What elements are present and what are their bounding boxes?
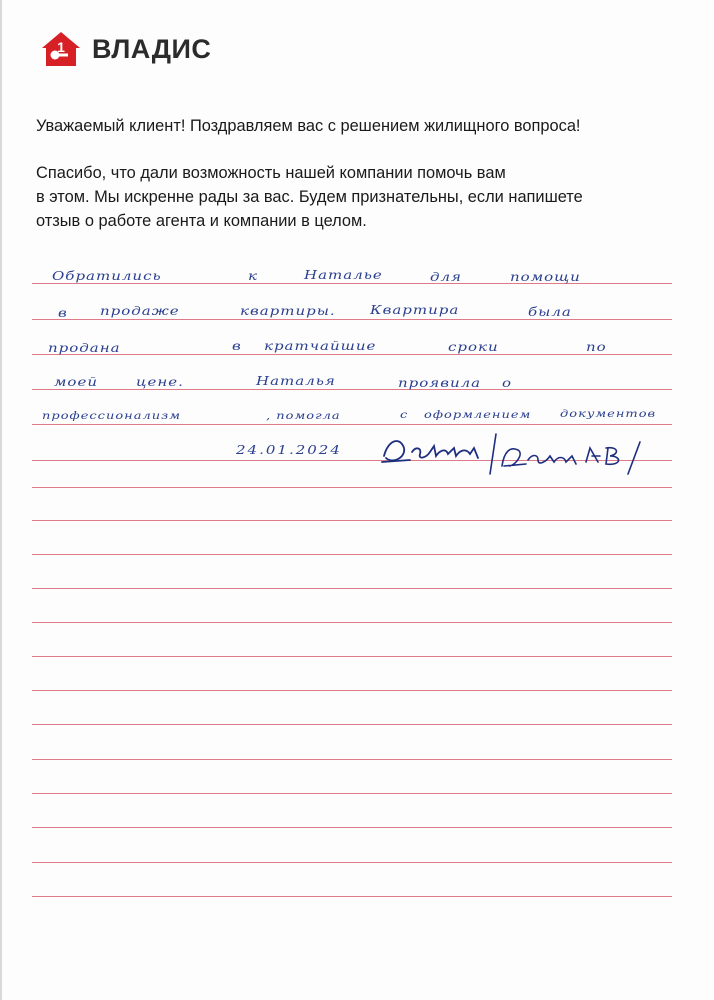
intro-line: отзыв о работе агента и компании в целом.: [36, 212, 367, 230]
handwritten-word: для: [430, 269, 462, 284]
handwritten-word: Обратились: [52, 268, 162, 283]
intro-line: Спасибо, что дали возможность нашей компании помочь вам: [36, 164, 506, 182]
ruled-line: [32, 487, 672, 488]
handwritten-word: Наталья: [256, 373, 336, 388]
ruled-line: [32, 554, 672, 555]
handwritten-word: Квартира: [370, 302, 460, 317]
ruled-line: [32, 460, 672, 461]
ruled-line: [32, 389, 672, 390]
handwritten-word: о: [502, 375, 513, 390]
ruled-line: [32, 354, 672, 355]
ruled-line: [32, 319, 672, 320]
handwritten-word: с: [400, 409, 409, 421]
ruled-line: [32, 424, 672, 425]
handwritten-word: была: [528, 304, 572, 319]
ruled-line: [32, 283, 672, 284]
ruled-lines: [32, 0, 672, 1000]
ruled-line: [32, 656, 672, 657]
ruled-line: [32, 827, 672, 828]
handwritten-word: по: [586, 339, 607, 354]
company-name: ВЛАДИС: [92, 33, 212, 64]
handwritten-word: оформлением: [424, 409, 532, 421]
ruled-line: [32, 622, 672, 623]
ruled-line: [32, 793, 672, 794]
ruled-line: [32, 862, 672, 863]
intro-line: в этом. Мы искренне рады за вас. Будем признательны, если напишете: [36, 188, 583, 206]
greeting-text: Уважаемый клиент! Поздравляем вас с решением жилищного вопроса!: [36, 117, 581, 135]
handwritten-word: цене.: [136, 374, 184, 389]
handwritten-word: в: [58, 305, 68, 320]
handwritten-word: кратчайшие: [264, 338, 377, 353]
handwritten-word: в: [232, 338, 242, 353]
handwritten-word: сроки: [448, 339, 499, 354]
handwritten-date: 24.01.2024: [236, 442, 342, 457]
handwritten-word: квартиры.: [240, 303, 336, 318]
ruled-line: [32, 588, 672, 589]
handwritten-word: продаже: [100, 303, 180, 318]
handwritten-word: документов: [560, 408, 657, 420]
ruled-line: [32, 896, 672, 897]
handwritten-word: продана: [48, 340, 121, 355]
handwritten-word: к: [248, 268, 258, 283]
ruled-line: [32, 690, 672, 691]
handwritten-word: помощи: [510, 269, 581, 284]
logo-digit: 1: [57, 39, 65, 55]
handwritten-word: , помогла: [266, 410, 341, 422]
handwritten-word: Наталье: [304, 267, 383, 282]
handwritten-word: моей: [54, 374, 99, 389]
ruled-line: [32, 759, 672, 760]
ruled-line: [32, 520, 672, 521]
handwritten-word: профессионализм: [42, 410, 181, 422]
handwritten-word: проявила: [398, 375, 482, 390]
ruled-line: [32, 724, 672, 725]
